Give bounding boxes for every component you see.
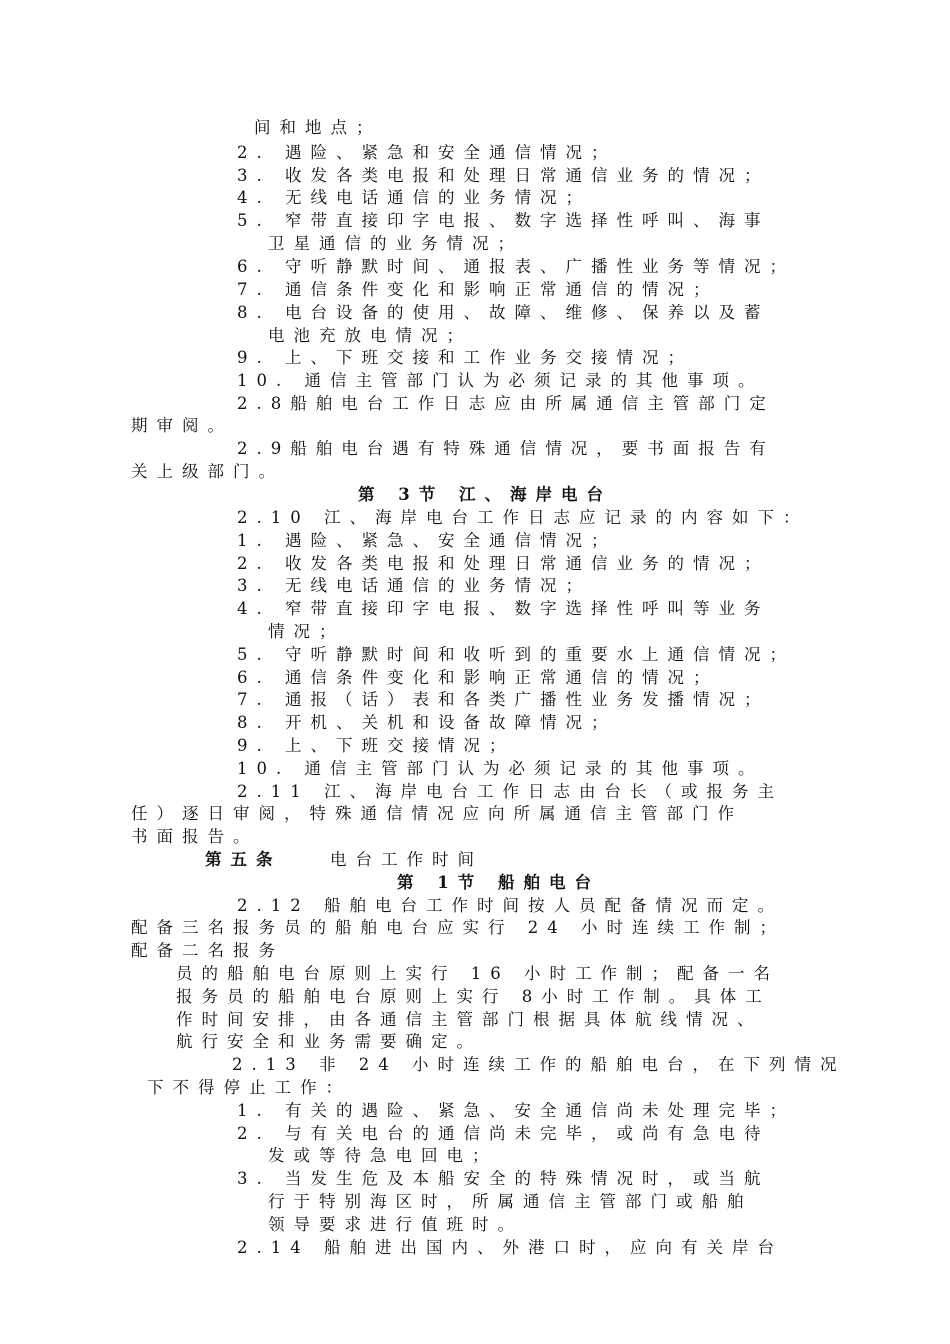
text-line: 1. 有关的遇险、紧急、安全通信尚未处理完毕； xyxy=(237,1101,795,1120)
section-heading: 第 3节 江、海岸电台 xyxy=(358,485,612,504)
text-line: 行于特别海区时，所属通信主管部门或船舶 xyxy=(268,1192,753,1211)
text-line: 6. 通信条件变化和影响正常通信的情况； xyxy=(237,668,719,687)
text-line: 7. 通报（话）表和各类广播性业务发播情况； xyxy=(237,690,770,709)
text-line: 2. 与有关电台的通信尚未完毕，或尚有急电待 xyxy=(237,1124,770,1143)
text-line: 任）逐日审阅，特殊通信情况应向所属通信主管部门作 xyxy=(131,804,743,823)
text-line: 1. 遇险、紧急、安全通信情况； xyxy=(237,531,617,550)
text-line: 4. 窄带直接印字电报、数字选择性呼叫等业务 xyxy=(237,599,770,618)
text-line: 关上级部门。 xyxy=(131,462,284,481)
text-line: 2.13 非 24 小时连续工作的船舶电台，在下列情况 xyxy=(232,1055,846,1074)
text-line: 员的船舶电台原则上实行 16 小时工作制；配备一名 xyxy=(176,964,779,983)
text-line: 2.8船舶电台工作日志应由所属通信主管部门定 xyxy=(237,394,775,413)
text-line: 卫星通信的业务情况； xyxy=(268,234,523,253)
article-title: 电台工作时间 xyxy=(330,850,483,869)
text-line: 下不得停止工作： xyxy=(147,1078,351,1097)
text-line: 作时间安排，由各通信主管部门根据具体航线情况、 xyxy=(176,1010,763,1029)
text-line: 电池充放电情况； xyxy=(268,326,472,345)
section-heading: 第 1节 船舶电台 xyxy=(397,873,600,892)
text-line: 领导要求进行值班时。 xyxy=(268,1215,523,1234)
text-line: 10. 通信主管部门认为必须记录的其他事项。 xyxy=(237,371,764,390)
text-line: 8. 开机、关机和设备故障情况； xyxy=(237,713,617,732)
text-line: 期审阅。 xyxy=(131,416,233,435)
text-line: 书面报告。 xyxy=(131,827,259,846)
text-line: 配备三名报务员的船舶电台应实行 24 小时连续工作制； xyxy=(131,918,785,937)
text-line: 6. 守听静默时间、通报表、广播性业务等情况； xyxy=(237,257,795,276)
text-line: 10. 通信主管部门认为必须记录的其他事项。 xyxy=(237,759,764,778)
text-line: 4. 无线电话通信的业务情况； xyxy=(237,188,591,207)
text-line: 2.14 船舶进出国内、外港口时，应向有关岸台 xyxy=(237,1238,783,1257)
text-line: 发或等待急电回电； xyxy=(268,1146,498,1165)
text-line: 间和地点； xyxy=(254,118,382,137)
text-line: 9. 上、下班交接和工作业务交接情况； xyxy=(237,348,693,367)
text-line: 2. 收发各类电报和处理日常通信业务的情况； xyxy=(237,554,770,573)
text-line: 8. 电台设备的使用、故障、维修、保养以及蓄 xyxy=(237,303,770,322)
text-line: 3. 当发生危及本船安全的特殊情况时，或当航 xyxy=(237,1169,770,1188)
text-line: 2.12 船舶电台工作时间按人员配备情况而定。 xyxy=(237,896,783,915)
text-line: 2.10 江、海岸电台工作日志应记录的内容如下： xyxy=(237,508,809,527)
text-line: 报务员的船舶电台原则上实行 8小时工作制。具体工 xyxy=(176,987,771,1006)
text-line: 2. 遇险、紧急和安全通信情况； xyxy=(237,143,617,162)
text-line: 配备二名报务 xyxy=(131,941,284,960)
text-line: 9. 上、下班交接情况； xyxy=(237,736,515,755)
text-line: 3. 无线电话通信的业务情况； xyxy=(237,576,591,595)
article-heading: 第五条 xyxy=(205,850,282,869)
text-line: 情况； xyxy=(268,622,345,641)
text-line: 2.9船舶电台遇有特殊通信情况，要书面报告有 xyxy=(237,439,775,458)
text-line: 3. 收发各类电报和处理日常通信业务的情况； xyxy=(237,166,770,185)
text-line: 5. 守听静默时间和收听到的重要水上通信情况； xyxy=(237,645,795,664)
text-line: 航行安全和业务需要确定。 xyxy=(176,1032,482,1051)
text-line: 5. 窄带直接印字电报、数字选择性呼叫、海事 xyxy=(237,211,770,230)
text-line: 2.11 江、海岸电台工作日志由台长（或报务主 xyxy=(237,782,783,801)
text-line: 7. 通信条件变化和影响正常通信的情况； xyxy=(237,280,719,299)
